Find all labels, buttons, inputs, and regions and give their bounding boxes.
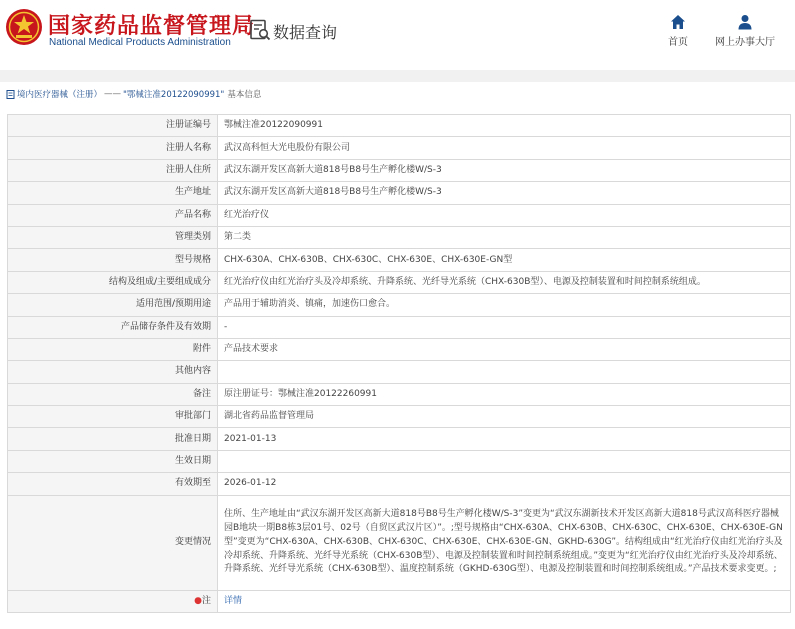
table-row	[8, 226, 791, 248]
field-label: 有效期至	[8, 473, 218, 495]
field-label: 批准日期	[8, 428, 218, 450]
breadcrumb-category[interactable]: 境内医疗器械（注册）	[17, 90, 103, 100]
table-row	[8, 294, 791, 316]
field-value: 红光治疗仪	[218, 204, 791, 226]
breadcrumb-separator: ——	[104, 89, 122, 99]
detail-table	[7, 114, 791, 613]
field-value: 鄂械注准20122090991	[218, 115, 791, 137]
nav-home[interactable]	[643, 14, 713, 48]
table-row	[8, 182, 791, 204]
table-row	[8, 495, 791, 590]
site-subtitle: National Medical Products Administration	[49, 37, 231, 48]
field-label: 生效日期	[8, 450, 218, 472]
field-label: 适用范围/预期用途	[8, 294, 218, 316]
field-value: 武汉东湖开发区高新大道818号B8号生产孵化楼W/S-3	[218, 159, 791, 181]
table-row	[8, 204, 791, 226]
field-value: 湖北省药品监督管理局	[218, 406, 791, 428]
table-row	[8, 450, 791, 472]
table-row-note	[8, 590, 791, 612]
data-query-label: 数据查询	[273, 23, 338, 42]
field-label: 产品储存条件及有效期	[8, 316, 218, 338]
table-row	[8, 271, 791, 293]
field-value: 武汉高科恒大光电股份有限公司	[218, 137, 791, 159]
field-label: 生产地址	[8, 182, 218, 204]
field-value: 2021-01-13	[218, 428, 791, 450]
field-label: 注册人名称	[8, 137, 218, 159]
emblem-logo	[5, 8, 43, 46]
table-row	[8, 137, 791, 159]
field-label: 其他内容	[8, 361, 218, 383]
note-value-cell	[218, 590, 791, 612]
field-label: 审批部门	[8, 406, 218, 428]
note-label-cell	[8, 590, 218, 612]
table-row	[8, 115, 791, 137]
field-value: CHX-630A、CHX-630B、CHX-630C、CHX-630E、CHX-630E-GN型	[218, 249, 791, 271]
home-icon	[670, 14, 686, 30]
table-row	[8, 428, 791, 450]
field-value: 产品技术要求	[218, 338, 791, 360]
table-row	[8, 383, 791, 405]
field-value: 原注册证号：鄂械注准20122260991	[218, 383, 791, 405]
header-divider	[0, 70, 795, 82]
table-row	[8, 406, 791, 428]
field-label: 注册人住所	[8, 159, 218, 181]
nav-online-hall-label: 网上办事大厅	[715, 37, 775, 48]
note-dot-icon: ●	[194, 595, 202, 606]
table-row	[8, 159, 791, 181]
field-value: 2026-01-12	[218, 473, 791, 495]
field-value: -	[218, 316, 791, 338]
field-value: 第二类	[218, 226, 791, 248]
table-row	[8, 361, 791, 383]
data-query-icon	[249, 19, 271, 41]
table-row	[8, 338, 791, 360]
breadcrumb-tail: 基本信息	[227, 90, 262, 100]
table-row	[8, 249, 791, 271]
table-row	[8, 316, 791, 338]
field-value	[218, 361, 791, 383]
breadcrumb	[6, 88, 261, 100]
field-label: 结构及组成/主要组成成分	[8, 271, 218, 293]
field-value: 产品用于辅助消炎、镇痛，加速伤口愈合。	[218, 294, 791, 316]
breadcrumb-record[interactable]: "鄂械注准20122090991"	[123, 90, 225, 100]
field-label: 备注	[8, 383, 218, 405]
field-label: 型号规格	[8, 249, 218, 271]
details-link[interactable]: 详情	[224, 595, 243, 606]
nav-online-hall[interactable]	[707, 14, 783, 48]
field-label: 附件	[8, 338, 218, 360]
note-label: 注	[201, 595, 211, 606]
document-icon	[6, 90, 15, 99]
field-label: 注册证编号	[8, 115, 218, 137]
field-label: 变更情况	[8, 495, 218, 590]
field-value: 武汉东湖开发区高新大道818号B8号生产孵化楼W/S-3	[218, 182, 791, 204]
user-icon	[737, 14, 753, 30]
site-header	[0, 0, 795, 70]
field-label: 产品名称	[8, 204, 218, 226]
table-row	[8, 473, 791, 495]
site-title[interactable]: 国家药品监督管理局	[48, 14, 256, 39]
field-value: 红光治疗仪由红光治疗头及冷却系统、升降系统、光纤导光系统（CHX-630B型）、电源及控制装置和时间控制系统组成。	[218, 271, 791, 293]
field-value: 住所、生产地址由“武汉东湖开发区高新大道818号B8号生产孵化楼W/S-3”变更为“武汉东湖新技术开发区高新大道818号武汉高科医疗器械园B地块一期B8栋3层01号、02号（自贸区武汉片区）”。;型号规格由“CHX-630A、CHX-630B、CHX-630C、CHX-630E、CHX-630E-GN型”变更为“CHX-630A、CHX-630B、CHX-630C、CHX-630E、CHX-630E-GN、GKHD-630G”。结构组成由“红光治疗仪由红光治疗头及冷却系统、升降系统、光纤导光系统（CHX-630B型）、电源及控制装置和时间控制系统组成。”变更为“红光治疗仪由红光治疗头及冷却系统、升降系统、光纤导光系统（CHX-630B型）、温度控制系统（GKHD-630G型）、电源及控制装置和时间控制系统组成。”产品技术要求变更。;	[218, 495, 791, 590]
field-value	[218, 450, 791, 472]
nav-home-label: 首页	[668, 37, 688, 48]
field-label: 管理类别	[8, 226, 218, 248]
